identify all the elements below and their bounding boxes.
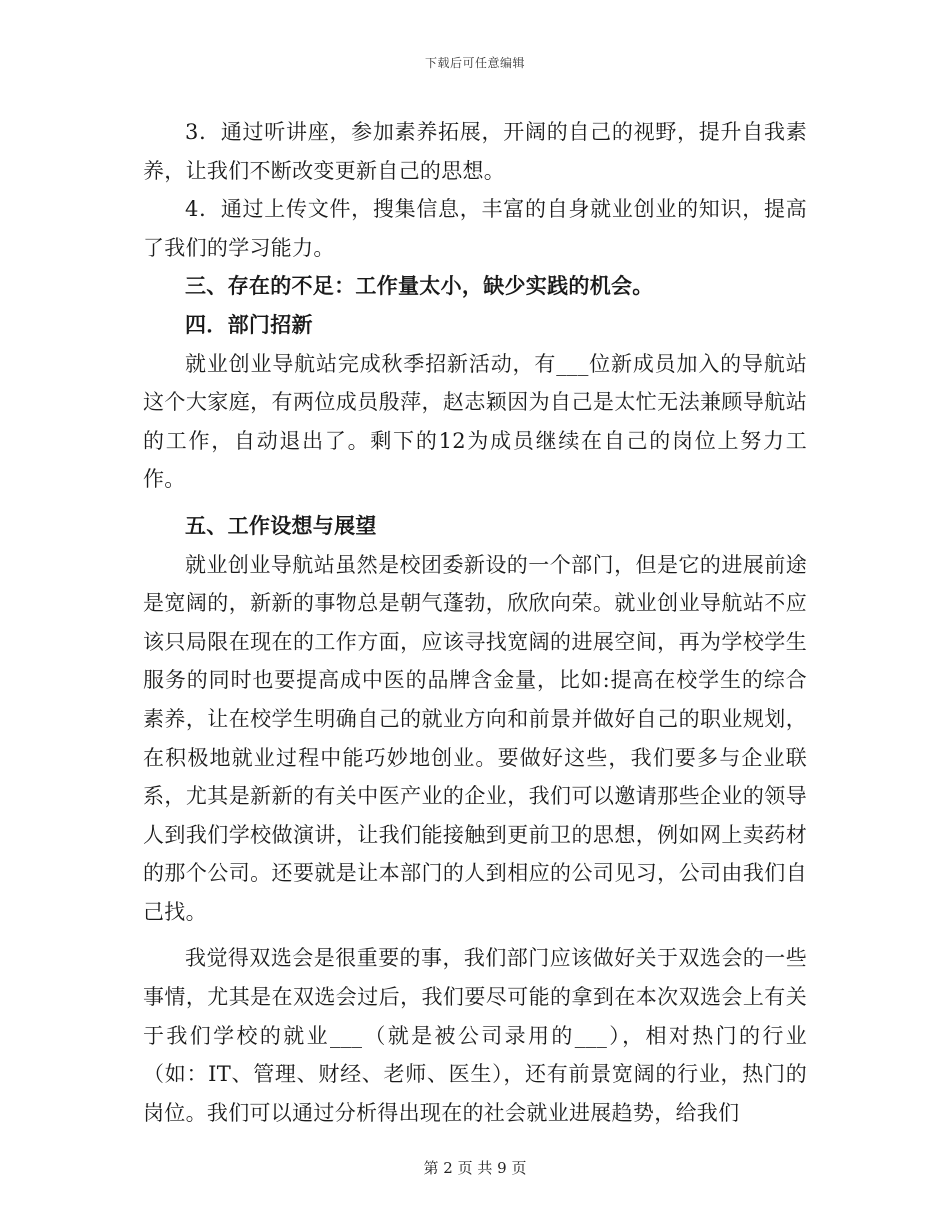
page-header: 下载后可任意编辑 [424,56,525,70]
document-body [143,113,807,1132]
paragraph-item-4: 4．通过上传文件，搜集信息，丰富的自身就业创业的知识，提高了我们的学习能力。 [143,197,807,260]
paragraph-outlook: 就业创业导航站虽然是校团委新设的一个部门，但是它的进展前途是宽阔的，新新的事物总是朝气蓬勃，欣欣向荣。就业创业导航站不应该只局限在现在的工作方面，应该寻找宽阔的进展空间，再为学校学生服务的同时也要提高成中医的品牌含金量，比如:提高在校学生的综合素养，让在校学生明确自己的就业方向和前景并做好自己的职业规划，在积极地就业过程中能巧妙地创业。要做好这些，我们要多与企业联系，尤其是新新的有关中医产业的企业，我们可以邀请那些企业的领导人到我们学校做演讲，让我们能接触到更前卫的思想，例如网上卖药材的那个公司。还要就是让本部门的人到相应的公司见习，公司由我们自己找。 [143,552,807,924]
page-footer: 第 2 页 共 9 页 [423,1159,527,1177]
section-heading-recruitment: 四．部门招新 [185,311,313,337]
paragraph-job-fair: 我觉得双选会是很重要的事，我们部门应该做好关于双选会的一些事情，尤其是在双选会过后，我们要尽可能的拿到在本次双选会上有关于我们学校的就业___（就是被公司录用的___），相对热门的行业（如：IT、管理、财经、老师、医生），还有前景宽阔的行业，热门的岗位。我们可以通过分析得出现在的社会就业进展趋势，给我们 [143,946,807,1125]
section-heading-shortcomings: 三、存在的不足：工作量太小，缺少实践的机会。 [185,273,654,299]
section-heading-outlook: 五、工作设想与展望 [185,512,377,538]
paragraph-recruitment: 就业创业导航站完成秋季招新活动，有___位新成员加入的导航站这个大家庭，有两位成员殷萍，赵志颖因为自己是太忙无法兼顾导航站的工作，自动退出了。剩下的12为成员继续在自己的岗位上努力工作。 [143,351,807,492]
paragraph-item-3: 3．通过听讲座，参加素养拓展，开阔的自己的视野，提升自我素养，让我们不断改变更新自己的思想。 [143,120,807,183]
